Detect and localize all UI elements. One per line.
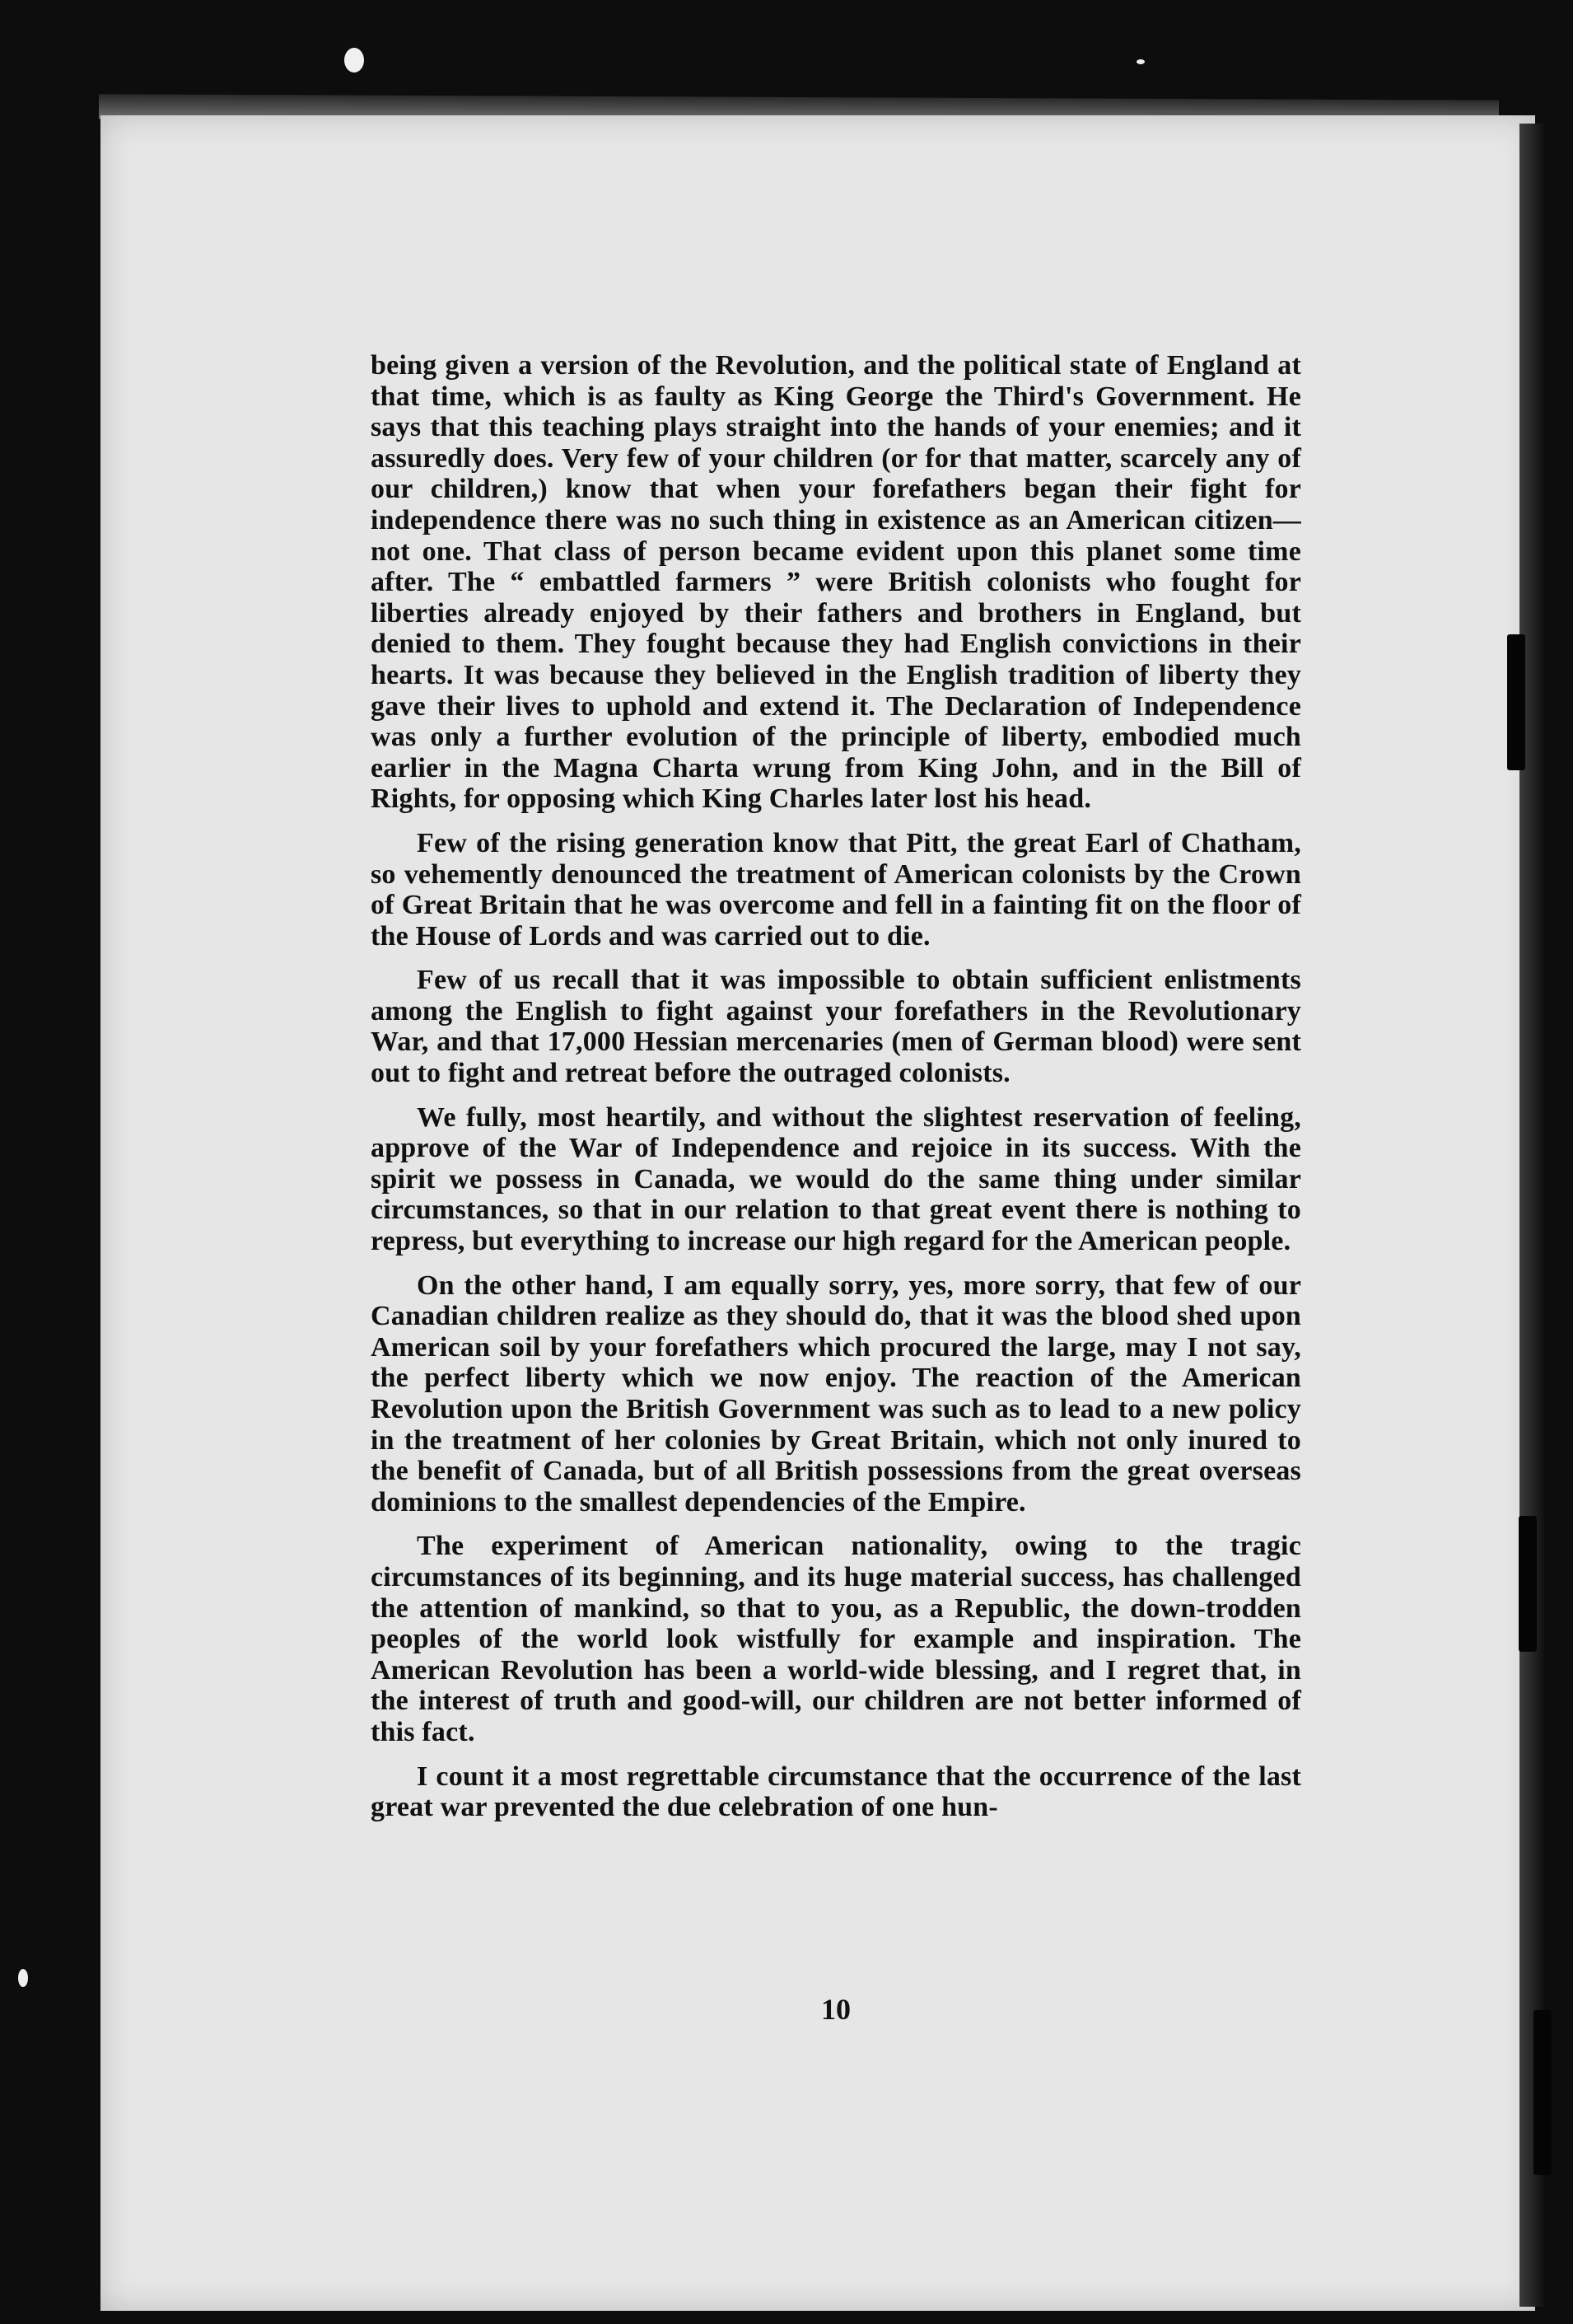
page-number: 10	[821, 1993, 851, 2026]
dust-speck	[1137, 59, 1145, 64]
paragraph: Few of us recall that it was impossible to obtain sufficient enlistments among the English to fight against your forefathers in the Revolutionary War, and that 17,000 Hessian mercenaries (men of German blood) were sent out to fight and retreat before the outraged colonists.	[371, 965, 1301, 1089]
paragraph: The experiment of American nationality, owing to the tragic circumstances of its beginning, and its huge material success, has challenged the attention of mankind, so that to you, as a Republic, the down-trodden peoples of the world look wistfully for example and inspiration. The American Revolution has been a world-wide blessing, and I regret that, in the interest of truth and good-will, our children are not better informed of this fact.	[371, 1531, 1301, 1747]
page-body-text	[371, 350, 1301, 1836]
page-edge-shadow	[1519, 124, 1544, 2307]
dust-speck	[344, 48, 364, 72]
binding-clip	[1507, 634, 1525, 770]
paragraph: Few of the rising generation know that Pitt, the great Earl of Chatham, so vehemently denounced the treatment of American colonists by the Crown of Great Britain that he was overcome and fell in a fainting fit on the floor of the House of Lords and was carried out to die.	[371, 827, 1301, 952]
paragraph: I count it a most regrettable circumstance that the occurrence of the last great war prevented the due celebration of one hun-	[371, 1761, 1301, 1823]
paragraph: being given a version of the Revolution, and the political state of England at that time, which is as faulty as King George the Third's Government. He says that this teaching plays straight into the hands of your enemies; and it assuredly does. Very few of your children (or for that matter, scarcely any of our children,) know that when your forefathers began their fight for independence there was no such thing in existence as an American citizen—not one. That class of person became evident upon this planet some time after. The “ embattled farmers ” were British colonists who fought for liberties already enjoyed by their fathers and brothers in England, but denied to them. They fought because they had English convictions in their hearts. It was because they believed in the English tradition of liberty they gave their lives to uphold and extend it. The Declaration of Independence was only a further evolution of the principle of liberty, embodied much earlier in the Magna Charta wrung from King John, and in the Bill of Rights, for opposing which King Charles later lost his head.	[371, 350, 1301, 815]
binding-clip	[1533, 2010, 1552, 2175]
dust-speck	[18, 1969, 28, 1987]
paragraph: We fully, most heartily, and without the slightest reservation of feeling, approve of the War of Independence and rejoice in its success. With the spirit we possess in Canada, we would do the same thing under similar circumstances, so that in our relation to that great event there is nothing to repress, but everything to increase our high regard for the American people.	[371, 1101, 1301, 1257]
binding-clip	[1519, 1516, 1537, 1652]
paragraph: On the other hand, I am equally sorry, yes, more sorry, that few of our Canadian children realize as they should do, that it was the blood shed upon American soil by your forefathers which procured the large, may I not say, the perfect liberty which we now enjoy. The reaction of the American Revolution upon the British Government was such as to lead to a new policy in the treatment of her colonies by Great Britain, which not only inured to the benefit of Canada, but of all British possessions from the great overseas dominions to the smallest dependencies of the Empire.	[371, 1270, 1301, 1517]
